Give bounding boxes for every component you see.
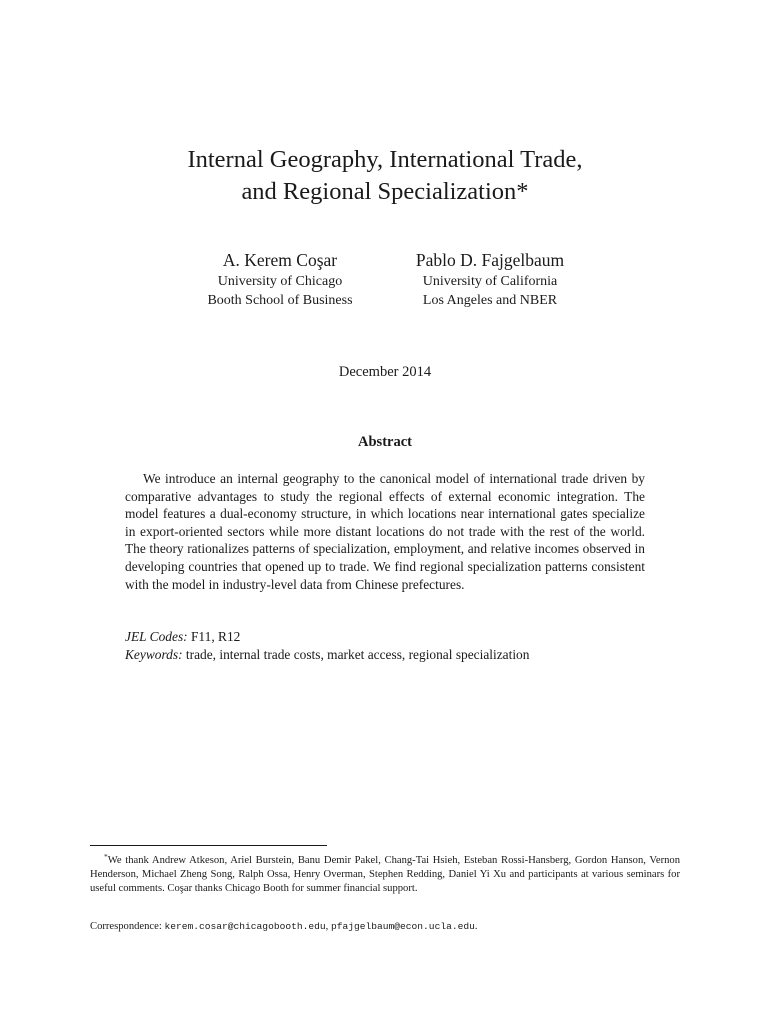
author-affiliation: Booth School of Business [207,293,353,308]
title-line-2: and Regional Specialization* [241,178,529,205]
author-name: Pablo D. Fajgelbaum [415,250,565,270]
footnote-text: We thank Andrew Atkeson, Ariel Burstein, Banu Demir Pakel, Chang-Tai Hsieh, Esteban Rossi-Hansberg, Gordon Hanson, Vernon Henderson, Michael Zheng Song, Ralph Ossa, Henry Overman, Stephen Redding, Daniel Yi Xu and participants at various seminars for useful comments. Coşar thanks Chicago Booth for summer financial support. [90,855,680,895]
jel-codes [125,628,665,646]
author-block-fajgelbaum [380,248,600,310]
paper-title [0,144,770,208]
correspondence-end: . [474,921,478,932]
correspondence-line [90,920,690,934]
author-name: A. Kerem Coşar [222,250,338,270]
correspondence-label: Correspondence: [90,921,162,932]
footnote-divider [90,845,327,846]
keywords [125,646,665,664]
abstract-text: We introduce an internal geography to the canonical model of international trade driven by comparative advantages to study the regional effects of external economic integration. The model features a dual-economy structure, in which locations near international gates specialize in export-oriented sectors while more distant locations do not trade with the rest of the world. The theory rationalizes patterns of specialization, employment, and relative incomes observed in developing countries that opened up to trade. We find regional specialization patterns consistent with the model in industry-level data from Chinese prefectures. [125,471,645,592]
author-block-cosar [170,248,390,310]
author-affiliation: University of Chicago [217,274,343,289]
paper-date: December 2014 [338,364,432,380]
jel-value: F11, R12 [190,629,241,644]
email-link-fajgelbaum[interactable]: pfajgelbaum@econ.ucla.edu [330,921,475,932]
title-line-1: Internal Geography, International Trade, [187,146,583,173]
email-separator: , [325,921,331,932]
author-affiliation: Los Angeles and NBER [422,293,558,308]
abstract-heading: Abstract [358,434,412,450]
email-link-cosar[interactable]: kerem.cosar@chicagobooth.edu [164,921,326,932]
keywords-value: trade, internal trade costs, market access, regional specialization [185,647,530,662]
acknowledgement-footnote [90,850,680,896]
jel-label: JEL Codes: [125,629,188,644]
author-affiliation: University of California [422,274,558,289]
footnote-mark: * [104,852,108,861]
keywords-label: Keywords: [125,647,183,662]
